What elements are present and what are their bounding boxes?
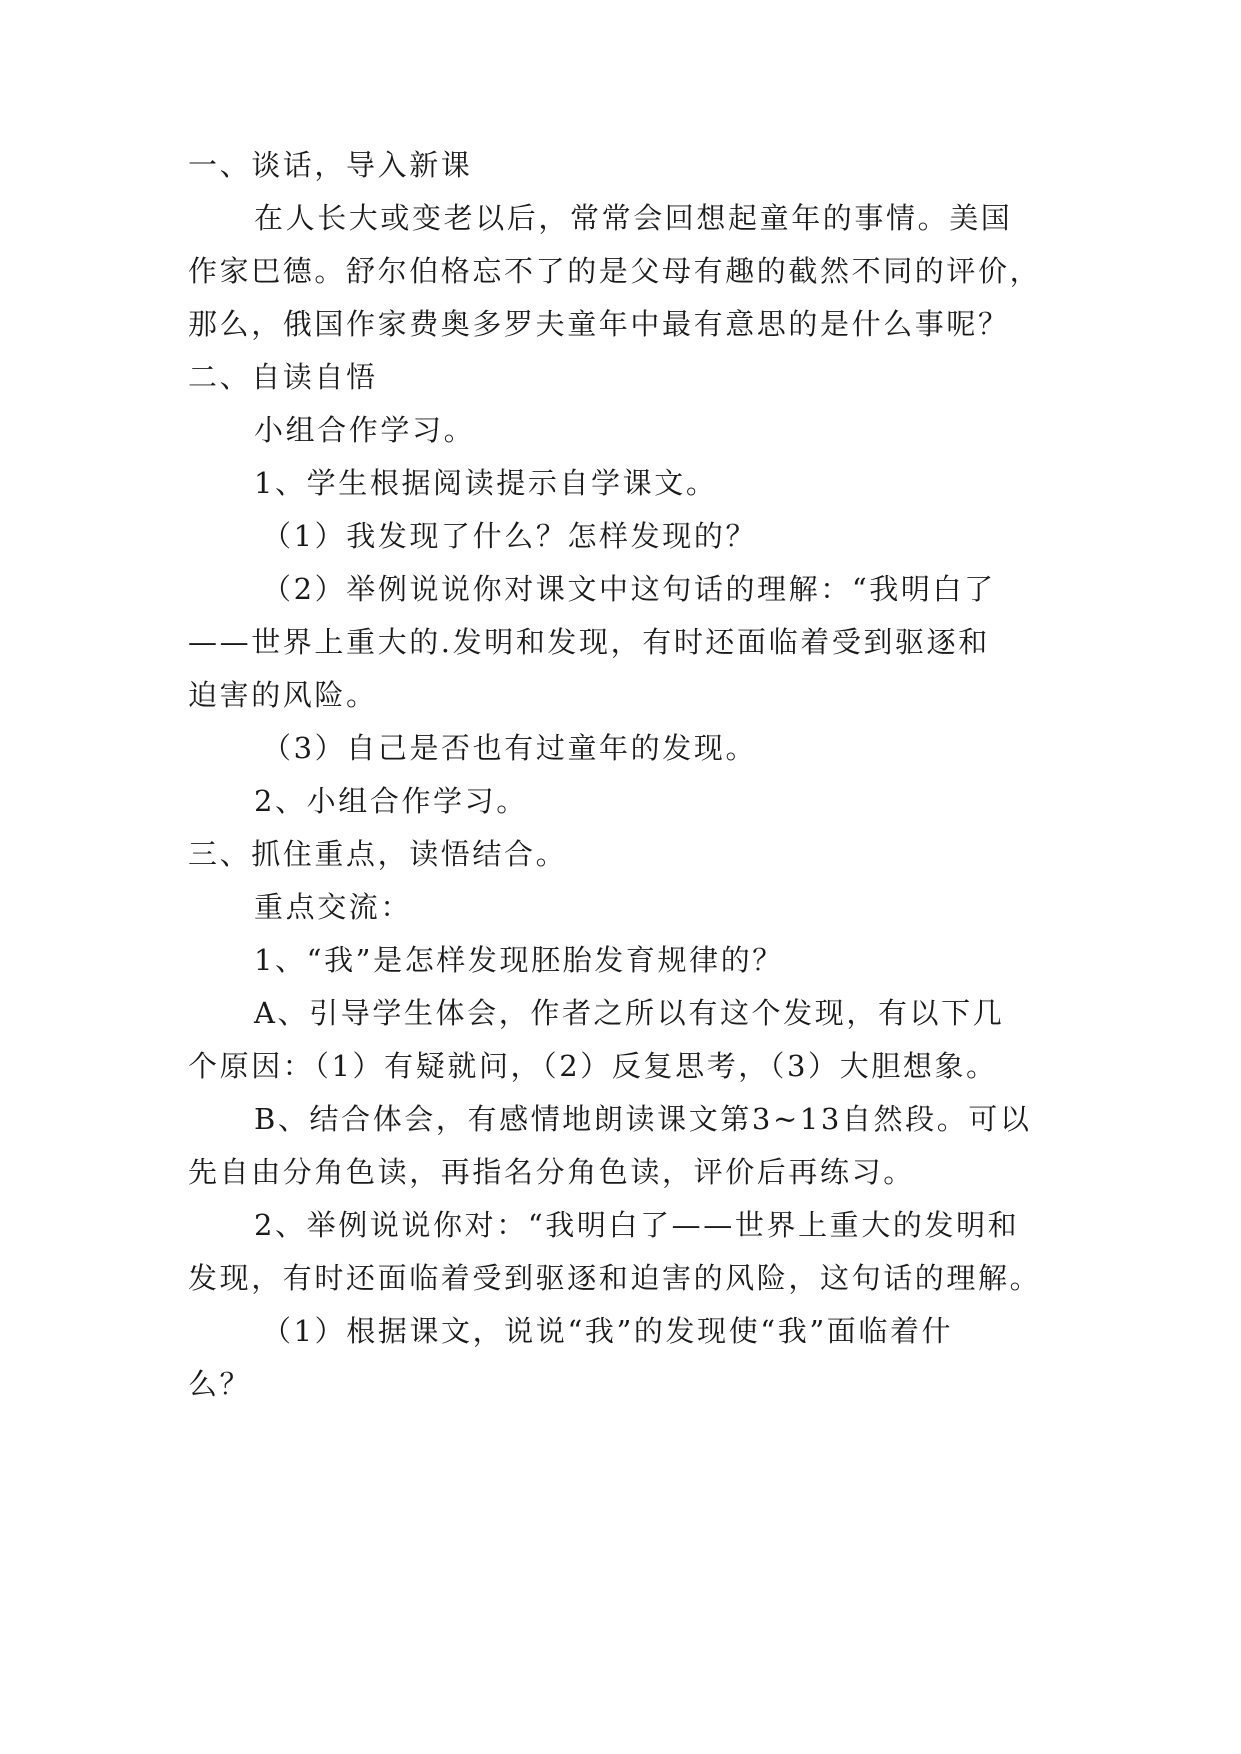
sub-list-item: （1）我发现了什么？怎样发现的？ (262, 519, 758, 553)
paragraph-line: 先自由分角色读，再指名分角色读，评价后再练习。 (188, 1155, 915, 1189)
paragraph-line: 发现，有时还面临着受到驱逐和迫害的风险，这句话的理解。 (188, 1261, 1042, 1295)
paragraph-line: 迫害的风险。 (188, 678, 378, 712)
heading-two: 二、自读自悟 (188, 360, 378, 394)
paragraph-line: ——世界上重大的.发明和发现，有时还面临着受到驱逐和 (188, 625, 990, 659)
sub-list-item: （1）根据课文，说说“我”的发现使“我”面临着什 (262, 1314, 954, 1348)
list-item: 2、小组合作学习。 (254, 784, 528, 818)
paragraph-line: A、引导学生体会，作者之所以有这个发现，有以下几 (254, 996, 1005, 1030)
paragraph-line: 个原因：（1）有疑就问，（2）反复思考，（3）大胆想象。 (188, 1049, 998, 1083)
list-item: 2、举例说说你对：“我明白了——世界上重大的发明和 (254, 1208, 1020, 1242)
paragraph-line: 在人长大或变老以后，常常会回想起童年的事情。美国 (254, 201, 1013, 235)
paragraph-line: 那么，俄国作家费奥多罗夫童年中最有意思的是什么事呢？ (188, 307, 1010, 341)
paragraph-line: 么？ (188, 1367, 252, 1401)
paragraph-line: 重点交流： (254, 890, 413, 924)
list-item: 1、“我”是怎样发现胚胎发育规律的？ (254, 943, 784, 977)
heading-three: 三、抓住重点，读悟结合。 (188, 837, 568, 871)
heading-one: 一、谈话，导入新课 (188, 148, 473, 182)
list-item: 1、学生根据阅读提示自学课文。 (254, 466, 718, 500)
paragraph-line: 小组合作学习。 (254, 413, 476, 447)
sub-list-item: （2）举例说说你对课文中这句话的理解：“我明白了 (262, 572, 996, 606)
paragraph-line: 作家巴德。舒尔伯格忘不了的是父母有趣的截然不同的评价， (188, 254, 1042, 288)
paragraph-line: B、结合体会，有感情地朗读课文第3~13自然段。可以 (254, 1102, 1032, 1136)
sub-list-item: （3）自己是否也有过童年的发现。 (262, 731, 758, 765)
